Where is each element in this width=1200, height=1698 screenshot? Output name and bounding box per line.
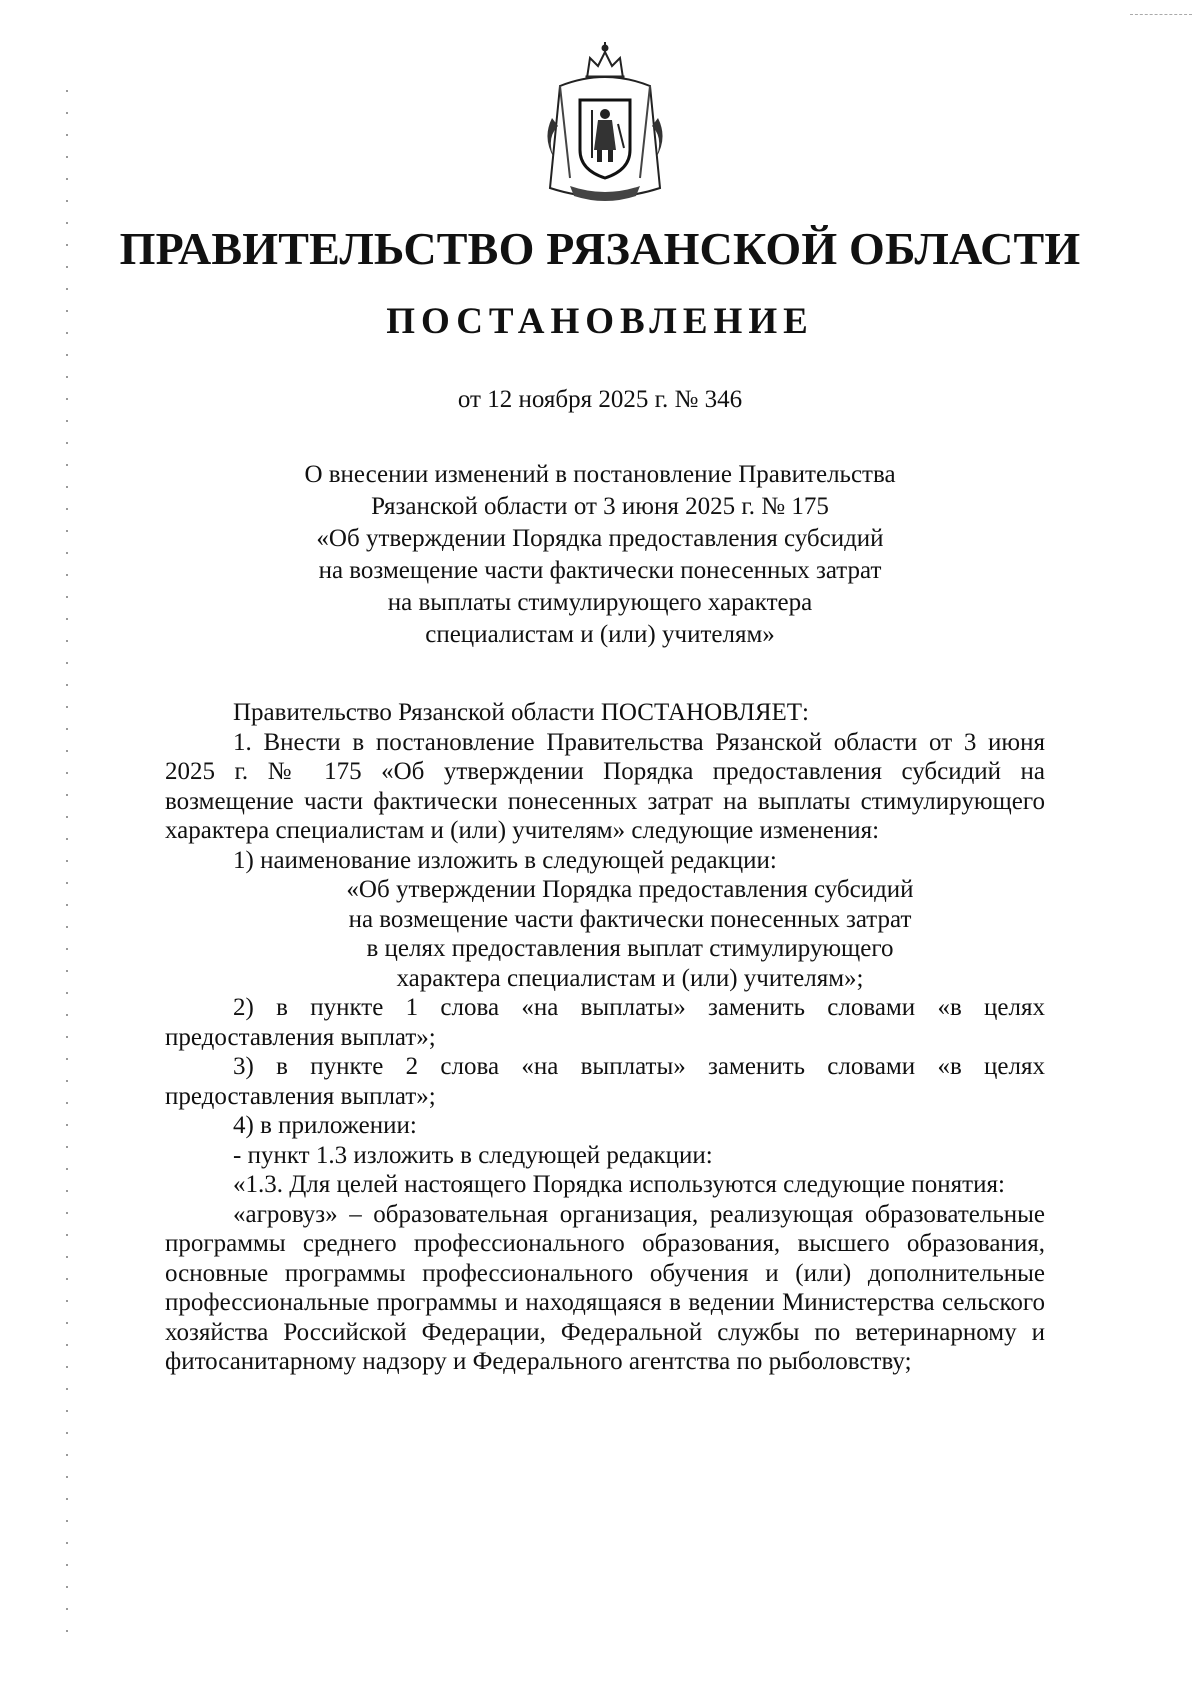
quote-line: «Об утверждении Порядка предоставления субсидий xyxy=(346,876,914,903)
subitem-1: 1) наименование изложить в следующей редакции: xyxy=(233,846,777,874)
subitem-4: 4) в приложении: xyxy=(233,1112,417,1139)
document-body xyxy=(165,698,1045,1377)
subject-line: «Об утверждении Порядка предоставления субсидий xyxy=(316,525,884,552)
quote-line: в целях предоставления выплат стимулирующего xyxy=(366,935,894,962)
subject-line: О внесении изменений в постановление Правительства xyxy=(304,461,896,488)
new-title-quote xyxy=(165,875,1045,993)
subject-line: на возмещение части фактически понесенных затрат xyxy=(318,557,882,584)
organization-title: ПРАВИТЕЛЬСТВО РЯЗАНСКОЙ ОБЛАСТИ xyxy=(119,223,1081,274)
document-type: ПОСТАНОВЛЕНИЕ xyxy=(386,301,814,342)
quote-line: характера специалистам и (или) учителям»; xyxy=(396,964,864,992)
document-subject xyxy=(300,459,900,651)
dash-item: - пункт 1.3 изложить в следующей редакции: xyxy=(233,1141,713,1169)
quote-line: на возмещение части фактически понесенных затрат xyxy=(348,905,912,933)
agrovuz-definition: «агровуз» – образовательная организация, реализующая образовательные программы среднего профессионального образования, высшего образования, основные программы профессионального обучения и (или) дополнительные профессиональные программы и находящаяся в ведении Министерства сельского хозяйства Российской Федерации, Федеральной службы по ветеринарному и фитосанитарному надзору и Федерального агентства по рыболовству; xyxy=(165,1200,1045,1375)
scan-top-mark xyxy=(1130,14,1192,16)
document-date-number: от 12 ноября 2025 г. № 346 xyxy=(457,386,743,413)
ryazan-coat-of-arms-icon xyxy=(540,38,670,208)
resolution-intro: Правительство Рязанской области ПОСТАНОВЛЯЕТ: xyxy=(233,699,809,726)
paragraph-item-1: 1. Внести в постановление Правительства Рязанской области от 3 июня 2025 г. № 175 «Об утверждении Порядка предоставления субсидий на возмещение части фактически понесенных затрат на выплаты стимулирующего характера специалистам и (или) учителям» следующие изменения: xyxy=(165,728,1045,844)
subitem-2: 2) в пункте 1 слова «на выплаты» заменить словами «в целях предоставления выплат»; xyxy=(165,994,1045,1051)
subject-line: на выплаты стимулирующего характера xyxy=(387,589,813,616)
subitem-3: 3) в пункте 2 слова «на выплаты» заменить словами «в целях предоставления выплат»; xyxy=(165,1053,1045,1110)
subject-line: Рязанской области от 3 июня 2025 г. № 175 xyxy=(371,493,829,520)
subject-line: специалистам и (или) учителям» xyxy=(425,621,775,648)
clause-1-3: «1.3. Для целей настоящего Порядка используются следующие понятия: xyxy=(233,1171,1005,1198)
